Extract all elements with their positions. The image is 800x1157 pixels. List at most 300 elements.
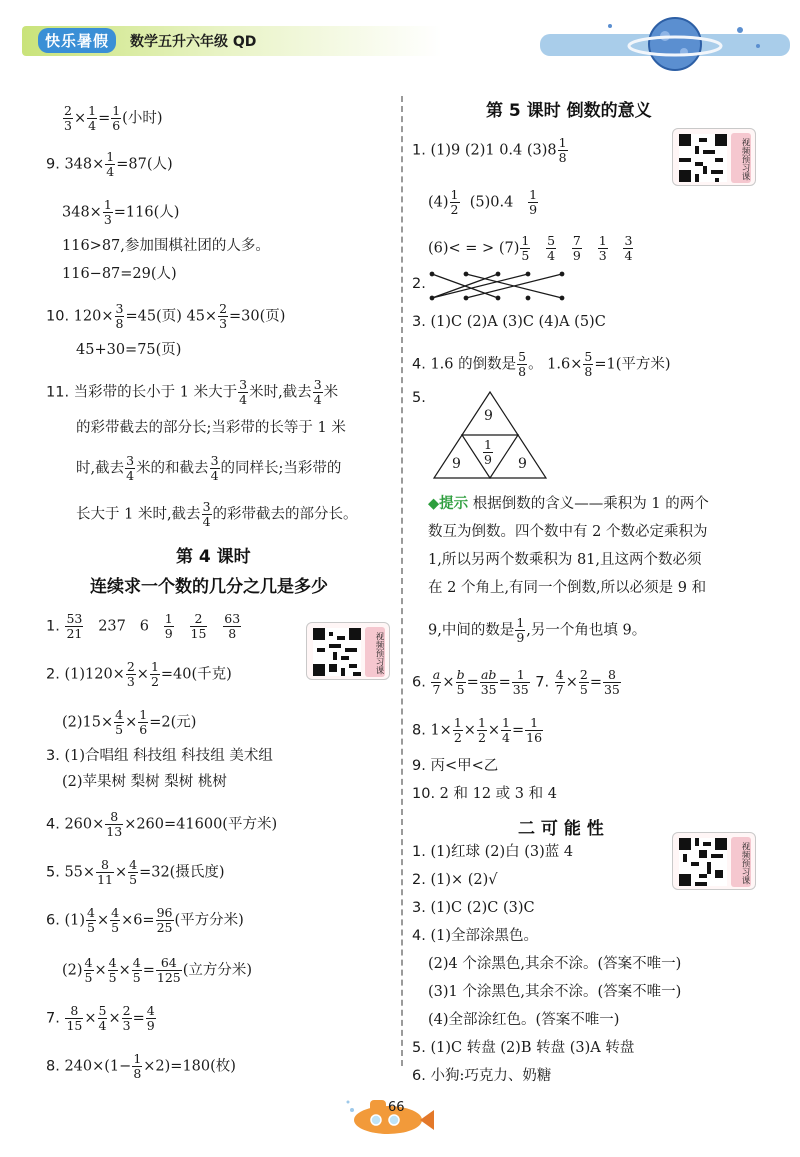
hint-line [428, 494, 709, 514]
question-number: 4. [412, 928, 426, 944]
fraction [87, 104, 97, 133]
denominator: 8 [584, 364, 593, 379]
denominator: 4 [202, 514, 211, 529]
denominator: 5 [579, 682, 588, 697]
text: × [487, 722, 501, 739]
text: × [94, 962, 107, 979]
fraction [65, 1004, 83, 1033]
text: (1)× (2)√ [430, 872, 498, 888]
question-number: 11. [46, 384, 70, 401]
triangle-center-fraction [483, 438, 493, 467]
fraction [431, 668, 441, 697]
fraction [480, 668, 498, 697]
fraction [453, 716, 463, 745]
answer-r4 [412, 350, 671, 379]
page-header [0, 0, 800, 88]
question-number: 2. [46, 666, 60, 683]
text: (4) [428, 194, 449, 211]
denominator: 4 [313, 392, 322, 407]
answer-s6 [46, 906, 244, 935]
numerator: 1 [558, 135, 567, 150]
numerator: b [456, 667, 465, 682]
numerator: 4 [111, 905, 120, 920]
text: (5)0.4 [469, 194, 514, 211]
text: (1)120× [64, 666, 125, 683]
question-number: 1. [412, 142, 426, 159]
video-preview-qr[interactable] [672, 832, 756, 890]
text: 9,中间的数是 [428, 622, 515, 639]
answer-r6 [412, 668, 622, 697]
answer-r9 [412, 756, 498, 776]
fraction [190, 612, 208, 641]
fraction [96, 858, 114, 887]
fraction [555, 668, 565, 697]
text: 1× [430, 722, 452, 739]
question-number: 5. [412, 1040, 426, 1056]
fraction [132, 956, 142, 985]
denominator: 6 [139, 722, 148, 737]
denominator: 8 [133, 1066, 142, 1081]
answer-line [62, 956, 252, 985]
denominator: 4 [88, 118, 97, 133]
fraction [579, 668, 589, 697]
denominator: 3 [64, 118, 72, 133]
text: × [96, 912, 110, 929]
numerator: 4 [132, 955, 141, 970]
denominator: 13 [106, 824, 123, 839]
triangle-right-value: 9 [518, 456, 527, 472]
fraction [603, 668, 621, 697]
fraction [63, 104, 73, 133]
denominator: 2 [477, 730, 486, 745]
fraction [520, 234, 530, 263]
fraction [138, 708, 148, 737]
answer-line: (3)1 个涂黑色,其余不涂。(答案不唯一) [428, 984, 682, 1000]
text: =116(人) [113, 204, 180, 221]
text: 348× [62, 204, 102, 221]
fraction [450, 188, 460, 217]
answer-10 [46, 302, 285, 331]
text: × [108, 1010, 121, 1027]
denominator: 15 [66, 1018, 83, 1033]
numerator: ab [480, 667, 497, 682]
numerator: 1 [133, 1051, 142, 1066]
question-number: 4. [412, 356, 426, 373]
denominator: 15 [190, 626, 207, 641]
text: (1)9 (2)1 0.4 (3)8 [430, 142, 557, 159]
answer-s8 [46, 1052, 236, 1081]
triangle-left-value: 9 [452, 456, 461, 472]
denominator: 7 [432, 682, 441, 697]
fraction [156, 956, 182, 985]
question-number: 4. [46, 816, 60, 833]
question-number: 5. [412, 390, 426, 406]
question-number: 8. [46, 1058, 60, 1075]
text: ,另一个角也填 9。 [526, 622, 647, 639]
answer-p1 [412, 842, 573, 862]
fraction [108, 956, 118, 985]
denominator: 2 [150, 674, 159, 689]
fraction [623, 234, 633, 263]
answer-p2 [412, 870, 498, 890]
denominator: 4 [547, 248, 556, 263]
question-number: 2. [412, 872, 426, 888]
hint-line: 1,所以另两个数乘积为 81,且这两个数必须 [428, 552, 702, 568]
text: 当彩带的长小于 1 米大于 [73, 384, 238, 401]
fraction [517, 350, 527, 379]
numerator: 4 [87, 905, 95, 920]
fraction [598, 234, 608, 263]
fraction [477, 716, 487, 745]
answer-line [62, 708, 196, 737]
answer-line: 45+30=75(页) [76, 342, 182, 358]
fraction [210, 454, 220, 483]
answer-r10 [412, 784, 557, 804]
triangle-top-value: 9 [484, 408, 493, 424]
answer-line [62, 104, 163, 133]
numerator: 2 [579, 667, 588, 682]
question-number: 1. [46, 618, 60, 635]
hint-label: 提示 [439, 496, 469, 512]
fraction [512, 668, 530, 697]
text: =40(千克) [160, 666, 232, 683]
denominator: 9 [572, 248, 581, 263]
numerator: 1 [112, 103, 121, 118]
question-number: 9. [46, 156, 60, 173]
numerator: 8 [603, 668, 621, 683]
question-number: 10. [412, 786, 436, 802]
denominator: 5 [521, 248, 530, 263]
fraction [103, 198, 113, 227]
page-number: 66 [388, 1100, 405, 1115]
denominator: 25 [156, 920, 173, 935]
numerator: 5 [518, 349, 527, 364]
numerator: 7 [572, 233, 581, 248]
numerator: 1 [525, 716, 543, 731]
header-badge: 快乐暑假 [38, 28, 116, 53]
qr-code-icon [679, 838, 727, 886]
denominator: 4 [98, 1018, 107, 1033]
answer-line: (4)全部涂红色。(答案不唯一) [428, 1012, 620, 1028]
numerator: 3 [239, 377, 248, 392]
denominator: 4 [239, 392, 248, 407]
text: = [589, 674, 602, 691]
text: 的同样长;当彩带的 [220, 460, 342, 477]
question-number: 9. [412, 758, 426, 774]
qr-code-icon [313, 628, 361, 676]
value: 237 [98, 618, 126, 635]
video-preview-qr[interactable] [672, 128, 756, 186]
header-subject: 数学五升六年级 QD [130, 34, 257, 50]
denominator: 3 [126, 674, 135, 689]
hint-line [428, 616, 646, 645]
fraction [126, 660, 136, 689]
numerator: 1 [512, 668, 530, 683]
fraction [114, 708, 124, 737]
text: ×6= [121, 912, 155, 929]
fraction [115, 302, 125, 331]
answer-line [76, 454, 341, 483]
text: × [118, 962, 131, 979]
numerator: 8 [65, 1004, 83, 1019]
denominator: 5 [84, 970, 93, 985]
text: = [142, 962, 155, 979]
text: ×260=41600(平方米) [124, 816, 278, 833]
numerator: 2 [190, 612, 208, 627]
fraction [238, 378, 248, 407]
numerator: 3 [126, 453, 135, 468]
denominator: 9 [164, 626, 173, 641]
question-number: 3. [412, 900, 426, 916]
denominator: 3 [122, 1018, 131, 1033]
answer-line: 116>87,参加围棋社团的人多。 [62, 238, 270, 254]
denominator: 5 [456, 682, 465, 697]
denominator: 2 [450, 202, 459, 217]
text: ×2)=180(枚) [143, 1058, 236, 1075]
denominator: 4 [126, 468, 135, 483]
qr-code-icon [679, 134, 727, 182]
answer-r1 [412, 136, 569, 165]
text: 240×(1− [64, 1058, 132, 1075]
fraction [128, 858, 138, 887]
denominator: 3 [103, 212, 112, 227]
numerator: 1 [477, 715, 486, 730]
denominator: 4 [106, 164, 115, 179]
text: 348× [64, 156, 105, 173]
text: = [512, 722, 525, 739]
numerator: 2 [122, 1003, 131, 1018]
triangle-shape [430, 390, 550, 482]
fraction [558, 136, 568, 165]
question-number: 6. [46, 912, 60, 929]
text: (立方分米) [182, 962, 253, 979]
numerator: 1 [164, 611, 173, 626]
answer-line [428, 188, 539, 217]
numerator: 1 [106, 149, 115, 164]
denominator: 9 [529, 202, 538, 217]
numerator: 2 [126, 659, 135, 674]
numerator: 4 [115, 707, 124, 722]
answer-s2 [46, 660, 232, 689]
fraction [223, 612, 241, 641]
text: =2(元) [149, 714, 197, 731]
answer-line: (2)4 个涂黑色,其余不涂。(答案不唯一) [428, 956, 682, 972]
question-number: 10. [46, 308, 70, 325]
text: × [125, 714, 138, 731]
denominator: 5 [115, 722, 124, 737]
text: 2 和 12 或 3 和 4 [439, 786, 557, 802]
denominator: 16 [526, 730, 543, 745]
numerator: 64 [156, 956, 182, 971]
denominator: 4 [210, 468, 219, 483]
text: 时,截去 [76, 460, 125, 477]
fraction [98, 1004, 108, 1033]
answer-line [428, 234, 634, 263]
numerator: 1 [103, 197, 112, 212]
denominator: 3 [598, 248, 607, 263]
text: 丙<甲<乙 [430, 758, 499, 774]
text: (2) [62, 962, 83, 979]
answer-s7 [46, 1004, 157, 1033]
text: 米 [323, 384, 339, 401]
fraction [546, 234, 556, 263]
text: = [466, 674, 479, 691]
answer-11 [46, 378, 338, 407]
text: × [84, 1010, 97, 1027]
answer-line: (2)苹果树 梨树 梨树 桃树 [62, 774, 227, 790]
question-number: 6. [412, 1068, 426, 1084]
fraction [65, 612, 83, 641]
text: = [498, 674, 511, 691]
fraction [156, 906, 174, 935]
denominator: 5 [108, 970, 117, 985]
text: =45(页) 45× [125, 308, 218, 325]
text: =30(页) [229, 308, 286, 325]
text: 1.6 的倒数是 [430, 356, 517, 373]
fraction [111, 104, 121, 133]
numerator: 1 [516, 615, 525, 630]
numerator: 4 [555, 667, 564, 682]
denominator: 5 [129, 872, 138, 887]
text: 小狗:巧克力、奶糖 [430, 1068, 552, 1084]
fraction [525, 716, 543, 745]
numerator: 2 [219, 301, 228, 316]
numerator: 3 [202, 499, 211, 514]
numerator: 1 [598, 233, 607, 248]
fraction [313, 378, 323, 407]
text: 260× [64, 816, 105, 833]
numerator: 1 [502, 715, 510, 730]
answer-p5 [412, 1038, 634, 1058]
text: 米时,截去 [249, 384, 312, 401]
unit-2-title: 二 可 能 性 [518, 819, 604, 839]
numerator: 1 [139, 707, 148, 722]
fraction [218, 302, 228, 331]
answer-r3 [412, 312, 606, 332]
question-number: 2. [412, 276, 426, 292]
numerator: 4 [108, 955, 117, 970]
denominator: 9 [146, 1018, 155, 1033]
text: (1)C (2)C (3)C [430, 900, 535, 916]
denominator: 5 [132, 970, 141, 985]
denominator: 2 [453, 730, 462, 745]
text: 长大于 1 米时,截去 [76, 506, 201, 523]
answer-r2 [412, 274, 426, 294]
fraction [572, 234, 582, 263]
text: × [463, 722, 476, 739]
qr-tag-label: 视频预习课 [731, 837, 751, 887]
denominator: 8 [558, 150, 567, 165]
text: 的彩带截去的部分长。 [212, 506, 358, 523]
hint-line: 数互为倒数。四个数中有 2 个数必定乘积为 [428, 524, 708, 540]
qr-tag-label: 视频预习课 [731, 133, 751, 183]
denominator: 35 [512, 682, 529, 697]
text: × [136, 666, 149, 683]
answer-line: 的彩带截去的部分长;当彩带的长等于 1 米 [76, 420, 346, 436]
text: (2)15× [62, 714, 114, 731]
text: (1)C (2)A (3)C (4)A (5)C [430, 314, 606, 330]
numerator: 1 [150, 659, 159, 674]
text: (6)< = > (7) [428, 240, 520, 257]
answer-s3 [46, 746, 273, 766]
text: (1)C 转盘 (2)B 转盘 (3)A 转盘 [430, 1040, 635, 1056]
question-number: 3. [412, 314, 426, 330]
answer-r5 [412, 388, 426, 408]
numerator: 3 [115, 301, 124, 316]
numerator: 8 [96, 858, 114, 873]
qr-tag-label: 视频预习课 [365, 627, 385, 677]
text: × [73, 110, 87, 127]
hint-line: 在 2 个角上,有同一个倒数,所以必须是 9 和 [428, 580, 707, 596]
numerator: 8 [105, 810, 123, 825]
fraction [164, 612, 174, 641]
numerator: 1 [88, 103, 97, 118]
value: 6 [139, 618, 149, 635]
numerator: 2 [64, 103, 72, 118]
numerator: 1 [450, 187, 459, 202]
question-number: 1. [412, 844, 426, 860]
fraction [515, 616, 525, 645]
fraction [125, 454, 135, 483]
numerator: 1 [453, 715, 462, 730]
matching-lines-diagram [428, 270, 568, 302]
column-divider [401, 96, 403, 1066]
text: × [114, 864, 128, 881]
denominator: 5 [87, 920, 95, 935]
answer-9 [46, 150, 173, 179]
text: 根据倒数的含义——乘积为 1 的两个 [472, 496, 709, 512]
numerator: 1 [529, 187, 538, 202]
fraction [105, 810, 123, 839]
text: (小时) [122, 110, 163, 127]
question-number: 7. [530, 674, 550, 691]
denominator: 8 [115, 316, 124, 331]
numerator: 5 [584, 349, 593, 364]
numerator: 4 [84, 955, 93, 970]
numerator: 1 [484, 437, 492, 452]
fraction [202, 500, 212, 529]
numerator: a [432, 667, 441, 682]
answer-s4 [46, 810, 277, 839]
text: (1) [64, 912, 85, 929]
question-number: 3. [46, 748, 60, 764]
denominator: 35 [480, 682, 497, 697]
fraction [583, 350, 593, 379]
question-number: 7. [46, 1010, 60, 1027]
fraction [146, 1004, 156, 1033]
video-preview-qr[interactable] [306, 622, 390, 680]
text: (1)合唱组 科技组 科技组 美术组 [64, 748, 273, 764]
answer-s5 [46, 858, 225, 887]
fraction [501, 716, 511, 745]
denominator: 125 [156, 970, 181, 985]
numerator: 53 [66, 611, 83, 626]
denominator: 21 [66, 626, 83, 641]
denominator: 11 [97, 872, 113, 887]
answer-line [76, 500, 358, 529]
text: × [565, 674, 578, 691]
text: 120× [73, 308, 114, 325]
numerator: 5 [547, 233, 556, 248]
text: = [98, 110, 111, 127]
answer-s1 [46, 612, 242, 641]
denominator: 5 [111, 920, 120, 935]
fraction [122, 1004, 132, 1033]
denominator: 8 [228, 626, 237, 641]
denominator: 4 [502, 730, 510, 745]
text: =32(摄氏度) [139, 864, 225, 881]
denominator: 8 [518, 364, 527, 379]
